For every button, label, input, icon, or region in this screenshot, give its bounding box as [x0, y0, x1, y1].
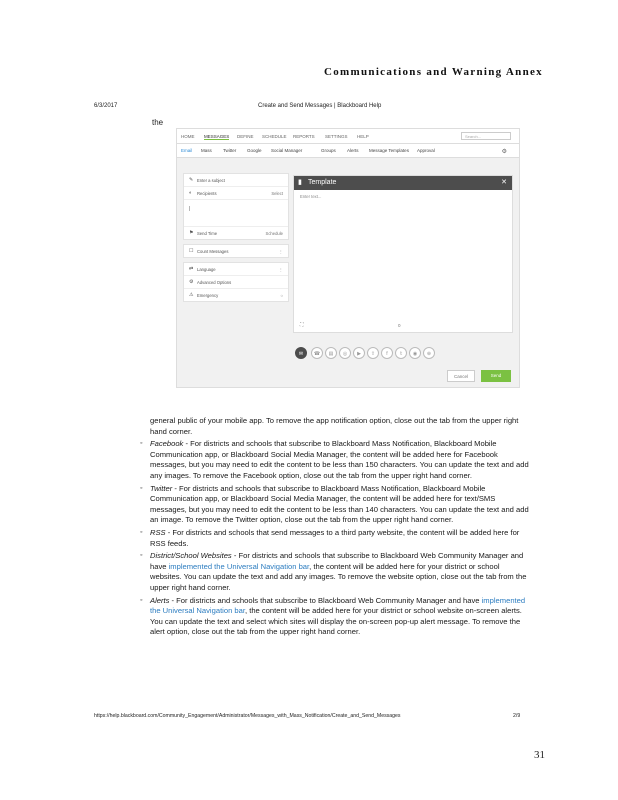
video-channel-icon[interactable]: ▶	[353, 347, 365, 359]
facebook-channel-icon[interactable]: f	[381, 347, 393, 359]
tab-twitter[interactable]: Twitter	[223, 148, 237, 153]
bullet-icon: ◦	[140, 440, 143, 448]
print-title: Create and Send Messages | Blackboard Help	[258, 103, 382, 109]
list-item	[140, 595, 530, 638]
item-text: - For districts and schools that subscribe to Blackboard Web Community Manager and have	[150, 551, 524, 571]
page-number: 31	[534, 749, 545, 761]
item-text: - For districts and schools that send messages to a third party website, the content will be added here for RSS feeds.	[150, 527, 520, 548]
item-term: District/School Websites	[150, 551, 232, 561]
schedule-link[interactable]: Schedule	[265, 231, 283, 236]
advanced-options-label: Advanced Options	[197, 280, 232, 285]
print-date: 6/3/2017	[94, 103, 118, 109]
nav-define[interactable]: DEFINE	[237, 134, 254, 139]
nav-help[interactable]: HELP	[357, 134, 369, 139]
language-icon: ⇄	[189, 266, 194, 272]
app-channel-icon[interactable]: ◎	[339, 347, 351, 359]
send-time-label: Send Time	[197, 231, 218, 236]
bullet-icon: ◦	[140, 484, 143, 492]
top-nav	[177, 129, 519, 144]
pencil-icon: ✎	[189, 177, 194, 183]
phone-channel-icon[interactable]: ☎	[311, 347, 323, 359]
document-icon: ▮	[298, 179, 302, 186]
share-channel-icon[interactable]: ⇧	[367, 347, 379, 359]
item-term: Facebook	[150, 439, 184, 449]
tab-approval[interactable]: Approval	[417, 148, 435, 153]
list-item	[140, 527, 530, 549]
item-term: RSS	[150, 527, 166, 537]
emergency-label: Emergency	[197, 293, 219, 298]
search-input[interactable]: Search...	[461, 132, 511, 140]
tab-alerts[interactable]: Alerts	[347, 148, 359, 153]
intro-paragraph: general public of your mobile app. To remove the app notification option, close out the tab from the upper right hand corner.	[150, 416, 519, 436]
list-item	[140, 483, 530, 526]
recipients-box[interactable]	[184, 200, 288, 227]
item-term: Twitter	[150, 483, 173, 493]
close-icon[interactable]: ✕	[501, 179, 507, 186]
more-icon[interactable]: ⋮	[278, 249, 283, 254]
more-icon[interactable]: ⋮	[278, 267, 283, 272]
emergency-row[interactable]	[184, 289, 288, 301]
subject-label: Enter a subject	[197, 178, 225, 183]
gear-icon[interactable]: ⚙	[501, 149, 507, 155]
advanced-options-row[interactable]	[184, 276, 288, 289]
template-editor	[293, 175, 513, 333]
item-text: - For districts and schools that subscribe to Blackboard Web Community Manager and have	[169, 595, 482, 605]
tab-social-manager[interactable]: Social Manager	[271, 148, 303, 153]
left-panel	[183, 173, 289, 306]
checkbox-icon[interactable]: ☐	[189, 248, 194, 254]
item-text: - For districts and schools that subscribe to Blackboard Mass Notification, Blackboard Mobile Communication app, or Blackboard Social Media Manager, the content will be added here for Facebook messages, but you may need to edit the content to be less than 150 characters. You can update the text and add any images. To remove the Facebook option, close out the tab from the upper right hand corner.	[150, 439, 529, 480]
footer-page: 2/9	[513, 713, 521, 719]
list-item	[140, 551, 530, 593]
item-term: Alerts	[150, 595, 170, 605]
tab-groups[interactable]: Groups	[321, 148, 336, 153]
channel-list	[140, 439, 530, 638]
recipients-icon: ◐	[189, 190, 193, 196]
nav-schedule[interactable]: SCHEDULE	[262, 134, 287, 139]
embedded-screenshot	[176, 128, 520, 388]
bullet-icon: ◦	[140, 552, 143, 560]
item-text: - For districts and schools that subscribe to Blackboard Mass Notification, Blackboard Mobile Communication app, or Blackboard Social Media Manager, the content will be added here for text/SMS messages, but you may need to edit the content to be less than 140 characters. You can update the text and add an image. To remove the Twitter option, close out the tab from the upper right hand corner.	[150, 483, 529, 525]
settings-icon: ⚙	[189, 279, 194, 285]
emergency-toggle[interactable]: ○	[280, 293, 283, 298]
item-text: , the content will be added here for your district or school website on-screen alerts. You can update the text and select which sites will display the on-screen pop-up alert message. To remove the alert option, close out the tab from the upper right hand corner.	[150, 606, 522, 637]
tab-message-templates[interactable]: Message Templates	[369, 148, 409, 153]
tab-mass[interactable]: Mass	[201, 148, 212, 153]
cancel-button[interactable]: Cancel	[447, 370, 475, 382]
count-messages-card	[183, 244, 289, 258]
universal-navigation-link[interactable]: implemented the Universal Navigation bar	[168, 561, 310, 571]
message-settings-card	[183, 173, 289, 240]
count-messages-label: Count Messages	[197, 249, 229, 254]
sms-channel-icon[interactable]: ▤	[325, 347, 337, 359]
list-item	[140, 439, 530, 481]
item-text: , the content will be added here for your district or school websites. You can update the text and add any images. To remove the website option, close out the tab from the upper right hand corner.	[150, 561, 527, 592]
character-counter: 0	[398, 323, 401, 328]
nav-settings[interactable]: SETTINGS	[325, 134, 348, 139]
template-title: Template	[308, 179, 337, 186]
warning-icon: ⚠	[189, 292, 194, 298]
email-channel-icon[interactable]: ✉	[295, 347, 307, 359]
attachment-icon[interactable]: ⛶	[300, 322, 304, 328]
web-channel-icon[interactable]: ⊕	[423, 347, 435, 359]
language-label: Language	[197, 267, 216, 272]
rss-channel-icon[interactable]: ◉	[409, 347, 421, 359]
flag-icon: ⚑	[189, 230, 194, 236]
subject-row[interactable]	[184, 174, 288, 187]
bullet-icon: ◦	[140, 596, 143, 604]
universal-navigation-link[interactable]: implemented the Universal Navigation bar	[150, 595, 526, 616]
nav-messages[interactable]: MESSAGES	[204, 134, 230, 139]
tab-google[interactable]: Google	[247, 148, 262, 153]
template-header	[294, 176, 512, 190]
message-tabs	[177, 144, 519, 158]
recipients-row[interactable]	[184, 187, 288, 200]
tab-email[interactable]: Email	[181, 148, 193, 153]
recipients-select-link[interactable]: Select	[271, 191, 283, 196]
body-text	[140, 416, 530, 638]
fragment-text: the	[152, 118, 164, 127]
send-time-row[interactable]	[184, 227, 288, 239]
annex-title: Communications and Warning Annex	[324, 66, 543, 78]
options-card	[183, 262, 289, 302]
send-button[interactable]: Send	[481, 370, 511, 382]
template-text-area[interactable]: Enter text...	[300, 194, 322, 199]
count-messages-row[interactable]	[184, 245, 288, 257]
twitter-channel-icon[interactable]: 𝕥	[395, 347, 407, 359]
recipients-label: Recipients	[197, 191, 217, 196]
language-row[interactable]	[184, 263, 288, 276]
footer-url: https://help.blackboard.com/Community_Engagement/Administrator/Messages_with_Mass_Notification/Create_and_Send_Messages	[94, 713, 401, 719]
bullet-icon: ◦	[140, 528, 143, 536]
text-cursor-icon: |	[189, 206, 191, 212]
nav-reports[interactable]: REPORTS	[293, 134, 315, 139]
nav-home[interactable]: HOME	[181, 134, 195, 139]
